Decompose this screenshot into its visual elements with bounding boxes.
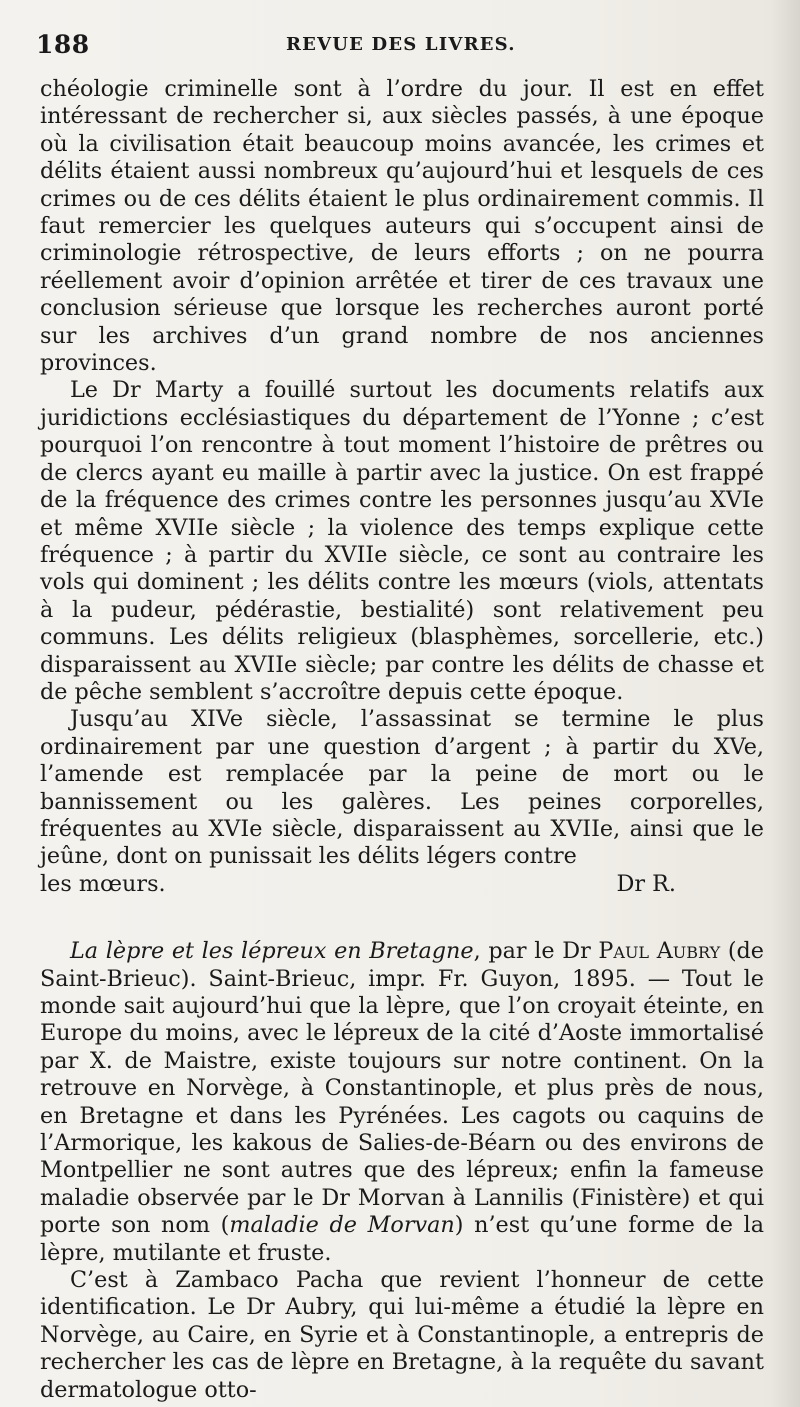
reviewer-signature: Dr R. — [616, 870, 676, 897]
body-text — [40, 76, 764, 1404]
review-marty — [40, 76, 764, 898]
review-paragraph-2: C’est à Zambaco Pacha que revient l’honneur de cette identification. Le Dr Aubry, qui lui-même a étudié la lèpre en Norvège, au Caire, en Syrie et à Constantinople, a entrepris de rechercher les cas de lèpre en Bretagne, à la requête du savant dermatologue otto- — [40, 1267, 764, 1403]
byline-prefix: , par le Dr — [473, 938, 599, 965]
page-number: 188 — [36, 30, 90, 59]
author-name: Paul Aubry — [598, 938, 721, 965]
closing-text: les mœurs. — [40, 870, 166, 897]
running-head: REVUE DES LIVRES. — [286, 34, 516, 55]
page-edge-shadow — [770, 0, 800, 1407]
review-text-end: ) n’est qu’une forme de la lèpre, mutilante et fruste. — [40, 1212, 764, 1266]
paragraph-1: chéologie criminelle sont à l’ordre du jour. Il est en effet intéressant de rechercher si, aux siècles passés, à une époque où la civilisation était beaucoup moins avancée, les crimes et délits étaient aussi nombreux qu’aujourd’hui et lesquels de ces crimes ou de ces délits étaient le plus ordinairement commis. Il faut remercier les quelques auteurs qui s’occupent ainsi de criminologie rétrospective, de leurs efforts ; on ne pourra réellement avoir d’opinion arrêtée et tirer de ces travaux une conclusion sérieuse que lorsque les recherches auront porté sur les archives d’un grand nombre de nos anciennes provinces. — [40, 76, 764, 377]
paragraph-3: Jusqu’au XIVe siècle, l’assassinat se termine le plus ordinairement par une question d’argent ; à partir du XVe, l’amende est remplacée par la peine de mort ou le bannissement ou les galères. Les peines corporelles, fréquentes au XVIe siècle, disparaissent au XVIIe, ainsi que le jeûne, dont on punissait les délits légers contre — [40, 706, 764, 870]
book-title: La lèpre et les lépreux en Bretagne — [70, 938, 474, 965]
disease-name: maladie de Morvan — [229, 1212, 455, 1239]
review-text: (de Saint-Brieuc). Saint-Brieuc, impr. Fr. Guyon, 1895. — Tout le monde sait aujourd’hui que la lèpre, que l’on croyait éteinte, en Europe du moins, avec le lépreux de la cité d’Aoste immortalisé par X. de Maistre, existe toujours sur notre continent. On la retrouve en Norvège, à Constantinople, et plus près de nous, en Bretagne et dans les Pyrénées. Les cagots ou caquins de l’Armorique, les kakous de Salies-de-Béarn ou des environs de Montpellier ne sont autres que des lépreux; enfin la fameuse maladie observée par le Dr Morvan à Lannilis (Finistère) et qui porte son nom ( — [40, 938, 764, 1239]
paragraph-2: Le Dr Marty a fouillé surtout les documents relatifs aux juridictions ecclésiastiques du département de l’Yonne ; c’est pourquoi l’on rencontre à tout moment l’histoire de prêtres ou de clercs ayant eu maille à partir avec la justice. On est frappé de la fréquence des crimes contre les personnes jusqu’au XVIe et même XVIIe siècle ; la violence des temps explique cette fréquence ; à partir du XVIIe siècle, ce sont au contraire les vols qui dominent ; les délits contre les mœurs (viols, attentats à la pudeur, pédérastie, bestialité) sont relativement peu communs. Les délits religieux (blasphèmes, sorcellerie, etc.) disparaissent au XVIIe siècle; par contre les délits de chasse et de pêche semblent s’accroître depuis cette époque. — [40, 377, 764, 705]
page-header — [36, 30, 766, 64]
paragraph-closing-line — [40, 871, 764, 898]
review-heading-paragraph — [40, 938, 764, 1267]
review-aubry — [40, 938, 764, 1404]
